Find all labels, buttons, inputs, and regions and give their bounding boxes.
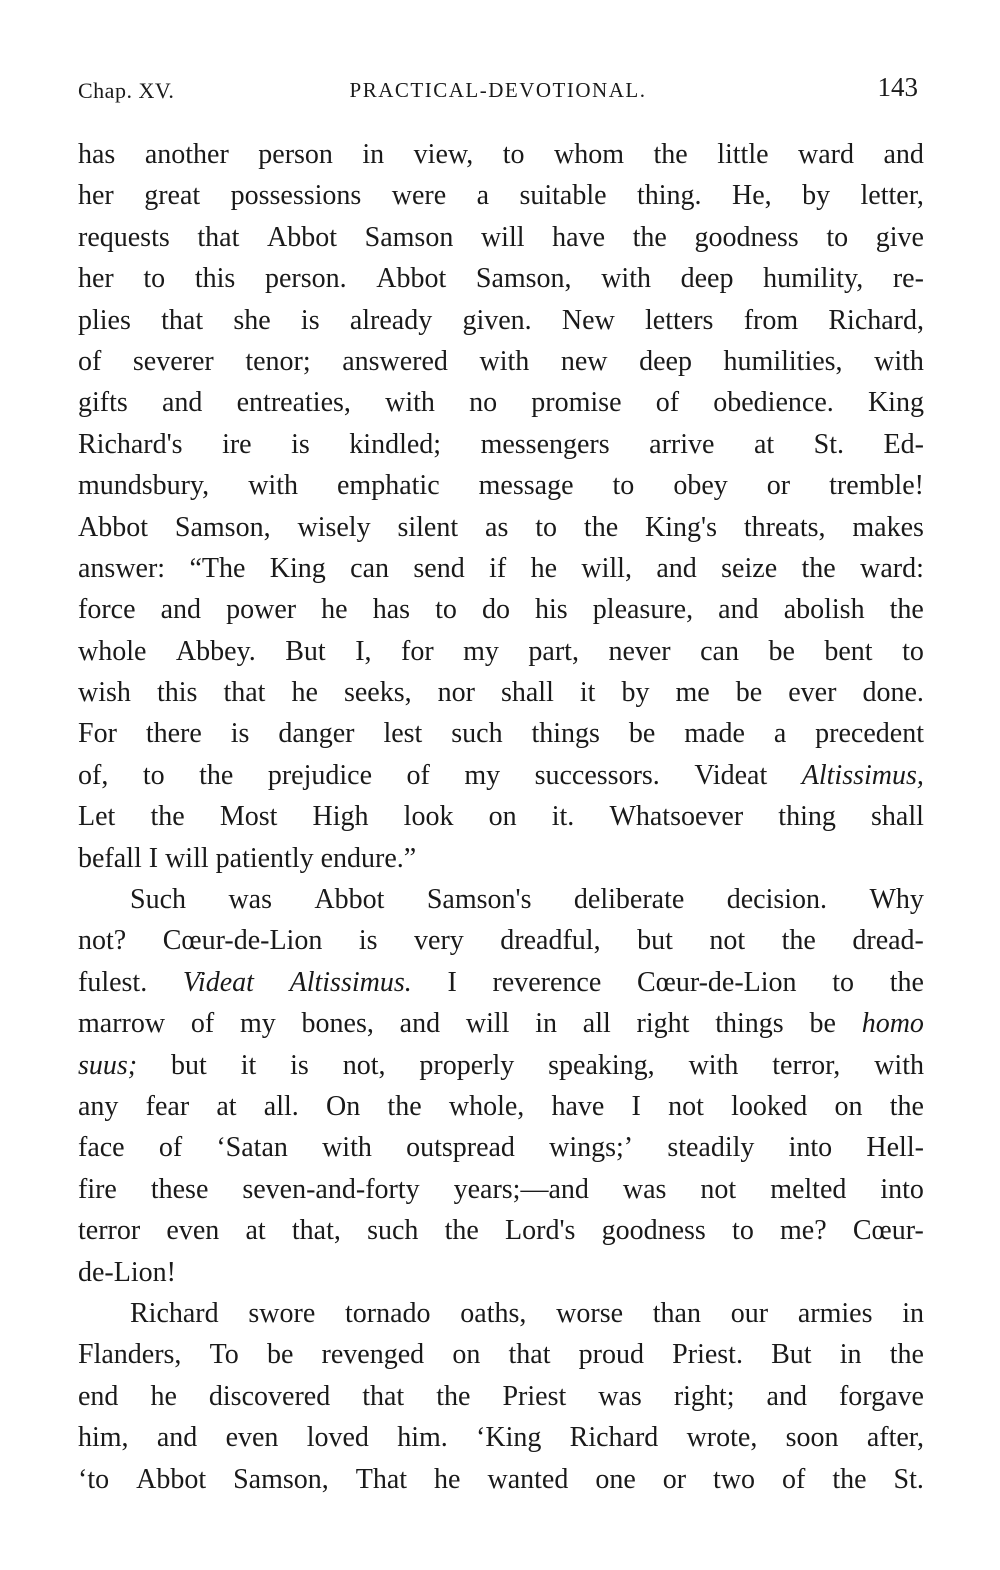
body-text xyxy=(78,134,924,1500)
text-line: wish this that he seeks, nor shall it by me be ever done. xyxy=(78,677,924,709)
text-line: fulest. Videat Altissimus. I reverence Cœur-de-Lion to the xyxy=(78,966,924,998)
text-line: her to this person. Abbot Samson, with deep humility, re- xyxy=(78,263,924,295)
text-line: de-Lion! xyxy=(78,1256,176,1288)
running-title: PRACTICAL-DEVOTIONAL. xyxy=(349,78,647,102)
text-line: whole Abbey. But I, for my part, never can be bent to xyxy=(78,635,924,667)
text-line: him, and even loved him. ‘King Richard wrote, soon after, xyxy=(78,1422,924,1454)
text-line: not? Cœur-de-Lion is very dreadful, but not the dread- xyxy=(78,925,924,957)
page-number: 143 xyxy=(877,72,918,102)
text-line: end he discovered that the Priest was right; and forgave xyxy=(78,1380,924,1412)
text-line: suus; but it is not, properly speaking, with terror, with xyxy=(78,1049,924,1081)
text-line: plies that she is already given. New letters from Richard, xyxy=(78,304,924,336)
text-line: answer: “The King can send if he will, and seize the ward: xyxy=(78,552,924,584)
text-line: fire these seven-and-forty years;—and was not melted into xyxy=(78,1173,924,1205)
text-line: befall I will patiently endure.” xyxy=(78,842,417,874)
chapter-label: Chap. XV. xyxy=(78,78,175,103)
text-line: ‘to Abbot Samson, That he wanted one or two of the St. xyxy=(78,1463,924,1495)
text-line: marrow of my bones, and will in all right things be homo xyxy=(78,1008,924,1040)
text-line: terror even at that, such the Lord's goodness to me? Cœur- xyxy=(78,1215,924,1247)
text-line: has another person in view, to whom the little ward and xyxy=(78,139,924,170)
text-line: Abbot Samson, wisely silent as to the King's threats, makes xyxy=(78,511,924,543)
text-line: gifts and entreaties, with no promise of obedience. King xyxy=(78,387,924,419)
text-line: requests that Abbot Samson will have the goodness to give xyxy=(78,221,924,253)
text-line: Let the Most High look on it. Whatsoever thing shall xyxy=(78,801,924,833)
text-line: of, to the prejudice of my successors. Videat Altissimus, xyxy=(78,759,924,791)
text-line: Such was Abbot Samson's deliberate decision. Why xyxy=(130,884,924,916)
text-line: Flanders, To be revenged on that proud Priest. But in the xyxy=(78,1339,924,1371)
text-line: force and power he has to do his pleasure, and abolish the xyxy=(78,594,924,626)
text-line: Richard swore tornado oaths, worse than our armies in xyxy=(130,1297,924,1329)
page-header xyxy=(78,70,918,106)
text-line: For there is danger lest such things be made a precedent xyxy=(78,718,924,750)
text-line: her great possessions were a suitable thing. He, by letter, xyxy=(78,180,924,212)
text-line: any fear at all. On the whole, have I not looked on the xyxy=(78,1090,924,1122)
text-line: mundsbury, with emphatic message to obey or tremble! xyxy=(78,470,924,502)
text-line: of severer tenor; answered with new deep humilities, with xyxy=(78,345,924,377)
text-line: Richard's ire is kindled; messengers arrive at St. Ed- xyxy=(78,428,924,460)
text-line: face of ‘Satan with outspread wings;’ steadily into Hell- xyxy=(78,1132,924,1164)
